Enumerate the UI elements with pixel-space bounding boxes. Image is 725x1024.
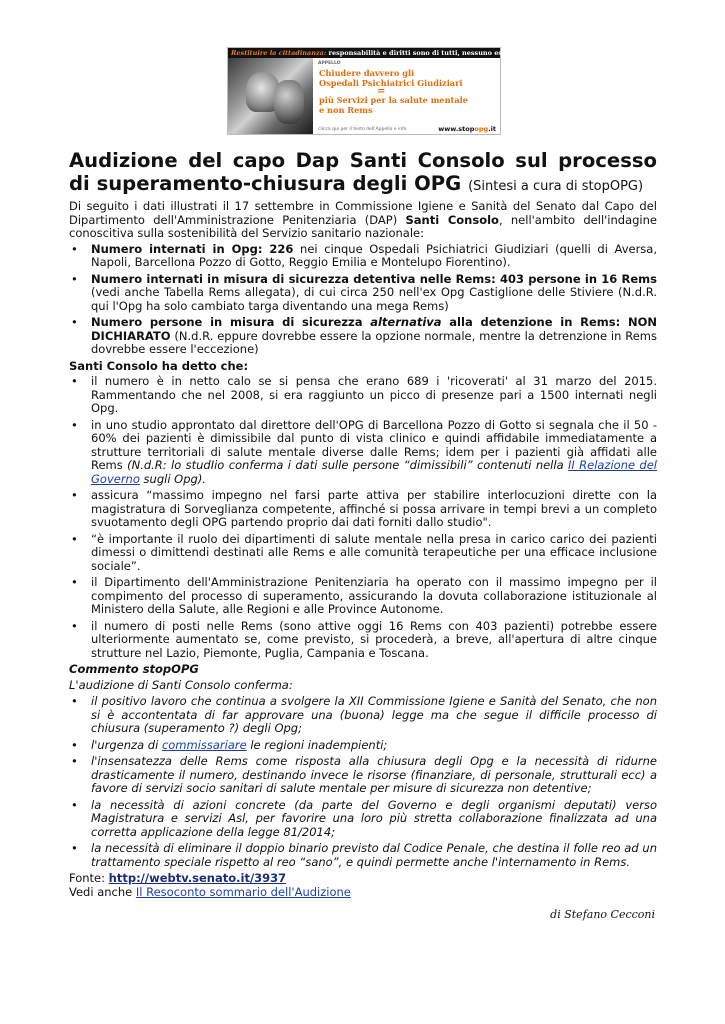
data-list: [69, 243, 657, 357]
item-note: (N.d.R: lo studIio conferma i dati sulle persone “dimissibili” contenuti nella: [127, 458, 568, 472]
item-text: l'insensatezza delle Rems come risposta alla chiusura degli Opg e la necessità di ridurne drasticamente il numero, destinando invece le risorse (finanziare, di personale, strutturali ecc) a favore di servizi socio sanitari di salute mentale per misure di sicurezza non detentive;: [91, 754, 657, 795]
bullet: •: [71, 417, 78, 432]
photo-figure-shape: [274, 80, 304, 124]
banner-equals: =: [377, 86, 386, 97]
item-bold: Numero internati in misura di sicurezza detentiva nelle Rems: 403 persone in 16 Rems: [91, 271, 657, 286]
article-title: [69, 149, 657, 198]
item-text: (N.d.R. eppure dovrebbe essere la opzione normale, mentre la detrenzione in Rems dovrebbe essere l'eccezione): [91, 328, 657, 356]
banner-headline: [319, 68, 499, 115]
list-item: [69, 576, 657, 617]
commissariare-link[interactable]: commissariare: [161, 737, 247, 752]
banner-url: [438, 125, 496, 133]
appeal-banner[interactable]: [227, 47, 522, 135]
comment-lead: L'audizione di Santi Consolo conferma:: [69, 677, 293, 692]
item-bold: Numero internati in Opg: 226: [91, 241, 294, 256]
see-also-line: [69, 886, 657, 900]
comment-list: [69, 695, 657, 869]
bullet: •: [71, 841, 78, 855]
intro-paragraph: [69, 200, 657, 241]
title-sub: (Sintesi a cura di stopOPG): [468, 179, 644, 194]
see-also-label: Vedi anche: [69, 884, 136, 899]
list-item: [69, 243, 657, 270]
item-text-end: le regioni inadempienti;: [246, 737, 388, 752]
item-bold: Numero persone in misura di sicurezza: [91, 315, 371, 329]
said-list: [69, 375, 657, 660]
bullet: •: [71, 315, 78, 329]
bullet: •: [71, 488, 78, 502]
list-item: [69, 620, 657, 661]
list-item: [69, 419, 657, 487]
list-item: [69, 739, 657, 753]
bullet: •: [71, 737, 78, 752]
item-text: il Dipartimento dell'Amministrazione Penitenziaria ha operato con il massimo impegno per il compimento del processo di superamento, assicurando la dovuta collaborazione istituzionale al Ministero della Salute, alle Regioni e alle Province Autonome.: [91, 575, 657, 616]
list-item: [69, 799, 657, 840]
item-text: in uno studio approntato dal direttore dell'OPG di Barcellona Pozzo di Gotto si segnala che il 50 - 60% dei pazienti è dimissibile dal punto di vista clinico e quindi affidabile immediatamente a strutture territoriali di salute mentale diverse dalle Rems; idem per i pazienti già affidati alle Rems: [91, 417, 657, 472]
source-label: Fonte:: [69, 871, 109, 885]
item-text: assicura “massimo impegno nel farsi parte attiva per stabilire interlocuzioni dirette con la magistratura di Sorveglianza competente, affinché si possa arrivare in tempi brevi a un completo svuotamento degli OPG partendo proprio dai dati forniti dallo studio".: [91, 488, 657, 529]
banner-url-pre: www.stop: [438, 125, 475, 133]
list-item: [69, 695, 657, 736]
list-item: [69, 375, 657, 416]
item-text: “è importante il ruolo dei dipartimenti di salute mentale nella presa in carico carico dei pazienti dimessi o dimittendi destinati alle Rems e alle comunità terapeutiche per una efficace inclusione sociale”.: [91, 531, 657, 573]
bullet: •: [71, 241, 78, 256]
list-item: [69, 842, 657, 869]
banner-top-left: Restituire la cittadinanza:: [231, 49, 327, 57]
article-body: [69, 200, 657, 922]
bullet: •: [71, 374, 78, 388]
item-text: il numero di posti nelle Rems (sono attive oggi 16 Rems con 403 pazienti) potrebbe essere ulteriormente aumentato se, come previsto, si procederà, a breve, all'apertura di altre cinque strutture nel Lazio, Piemonte, Puglia, Campania e Toscana.: [91, 618, 657, 660]
said-heading: Santi Consolo ha detto che:: [69, 358, 249, 373]
list-item: [69, 489, 657, 530]
banner-photo-image: [228, 58, 313, 134]
intro-text-end: , nell'ambito dell'indagine conoscitiva sulla sostenibilità del Servizio sanitario nazionale:: [69, 212, 657, 240]
item-text: (vedi anche Tabella Rems allegata), di cui circa 250 nell'ex Opg Castiglione delle Stiviere (N.d.R. qui l'Opg ha solo cambiato targa diventando una mega Rems): [91, 285, 657, 313]
relazione-governo-link[interactable]: II Relazione del Governo: [91, 458, 657, 486]
bullet: •: [71, 618, 78, 633]
item-text: l'urgenza di: [91, 737, 162, 752]
banner-url-accent: opg: [474, 125, 489, 133]
list-item: [69, 273, 657, 314]
banner-small-label: APPELLO: [318, 61, 341, 66]
banner-top-right: responsabilità e diritti sono di tutti, nessuno escluso: [326, 49, 522, 57]
source-link[interactable]: http://webtv.senato.it/3937: [108, 871, 287, 885]
bullet: •: [71, 797, 78, 812]
banner-footer: clicca qui per il testo dell'Appello e info: [318, 127, 407, 132]
bullet: •: [71, 575, 78, 589]
banner-line-3: più Servizi per la salute mentale: [319, 95, 468, 105]
list-item: [69, 316, 657, 357]
signature: di Stefano Cecconi: [550, 908, 655, 921]
list-item: [69, 755, 657, 796]
banner-line-1: Chiudere davvero gli: [319, 68, 415, 78]
item-text: il positivo lavoro che continua a svolgere la XII Commissione Igiene e Sanità del Senato, che non si è accontentata di far approvare una (buona) legge ma che segue il difficile processo di chiusura (superamento ?) degli Opg;: [91, 694, 657, 735]
bullet: •: [71, 694, 78, 708]
item-text: la necessità di eliminare il doppio binario previsto dal Codice Penale, che destina il folle reo ad un trattamento speciale rispetto al reo “sano”, e quindi permette anche l'internamento in Rems.: [91, 841, 657, 869]
title-main: Audizione del capo Dap Santi Consolo sul processo di superamento-chiusura degli OPG: [69, 149, 657, 195]
item-text: il numero è in netto calo se si pensa che erano 689 i 'ricoverati' al 31 marzo del 2015. Rammentando che nel 2008, si era raggiunto un picco di presenze pari a 1500 internati negli Opg.: [91, 374, 657, 415]
bullet: •: [71, 531, 78, 546]
item-bold: alla detenzione in Rems: NON DICHIARATO: [91, 315, 657, 343]
source-line: [69, 872, 657, 886]
banner-line-2: Ospedali Psichiatrici Giudiziari: [319, 78, 463, 88]
item-text: la necessità di azioni concrete (da parte del Governo e degli organismi deputati) verso Magistratura e servizi Asl, per favorire una loro più stretta collaborazione finalizzata ad una corretta applicazione della legge 81/2014;: [91, 797, 657, 839]
banner-top-strip: [228, 48, 522, 58]
item-bold-italic: alternativa: [370, 315, 442, 329]
bullet: •: [71, 754, 78, 768]
item-note-end: sugli Opg).: [139, 471, 206, 486]
intro-text: Di seguito i dati illustrati il 17 settembre in Commissione Igiene e Sanità del Senato dal Capo del Dipartimento dell'Amministrazione Penitenziaria (DAP): [69, 199, 657, 227]
bullet: •: [71, 271, 78, 286]
list-item: [69, 533, 657, 574]
comment-heading: Commento stopOPG: [69, 662, 199, 676]
banner-line-4: e non Rems: [319, 105, 373, 115]
item-text: nei cinque Ospedali Psichiatrici Giudiziari (quelli di Aversa, Napoli, Barcellona Pozzo di Gotto, Reggio Emilia e Montelupo Fiorentino).: [91, 241, 657, 269]
banner-url-post: .it: [488, 125, 496, 133]
resoconto-link[interactable]: Il Resoconto sommario dell'Audizione: [135, 884, 351, 899]
intro-name: Santi Consolo: [405, 212, 499, 227]
